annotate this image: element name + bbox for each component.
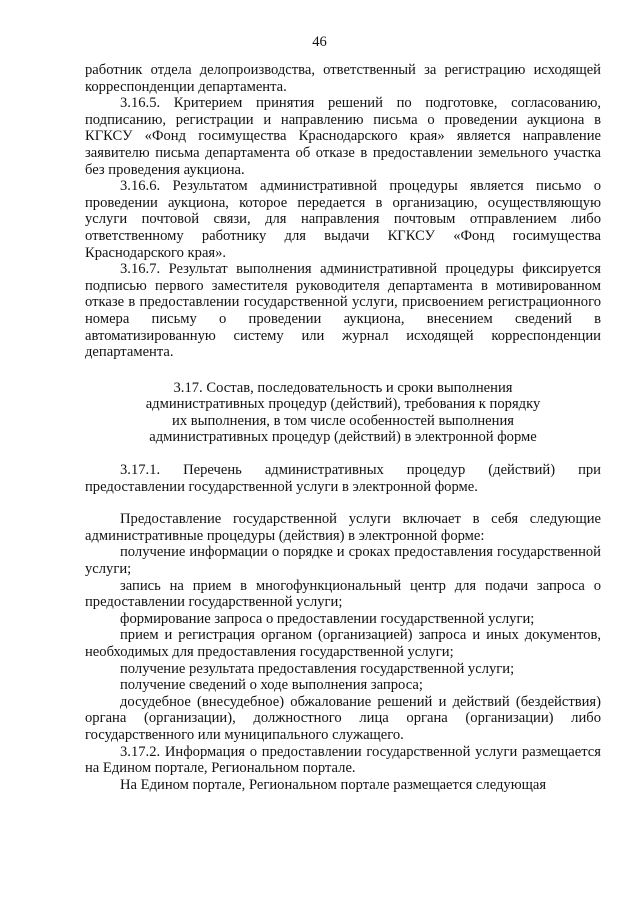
paragraph-3-16-5: 3.16.5. Критерием принятия решений по подготовке, согласованию, подписанию, регистрации и направлению письма о проведении аукциона в КГКСУ «Фонд госимущества Краснодарского края» является направление заявителю письма департамента об отказе в предоставлении земельного участка без проведения аукциона. — [85, 95, 601, 178]
document-body — [85, 62, 601, 793]
section-heading-3-17 — [85, 380, 601, 446]
list-item: получение информации о порядке и сроках предоставления государственной услуги; — [85, 544, 601, 578]
spacer — [85, 495, 601, 511]
paragraph-3-16-6: 3.16.6. Результатом административной процедуры является письмо о проведении аукциона, которое передается в организацию, осуществляющую услуги почтовой связи, для направления почтовым отправлением либо ответственному работнику для выдачи КГКСУ «Фонд госимущества Краснодарского края». — [85, 178, 601, 261]
heading-line: 3.17. Состав, последовательность и сроки выполнения — [173, 379, 513, 396]
paragraph-continuation: работник отдела делопроизводства, ответственный за регистрацию исходящей корреспонденции департамента. — [85, 62, 601, 95]
list-item: прием и регистрация органом (организацией) запроса и иных документов, необходимых для предоставления государственной услуги; — [85, 627, 601, 660]
list-item: досудебное (внесудебное) обжалование решений и действий (бездействия) органа (организации), должностного лица органа (организации) либо государственного или муниципального служащего. — [85, 693, 601, 743]
list-item: получение результата предоставления государственной услуги; — [120, 660, 515, 677]
list-item: формирование запроса о предоставлении государственной услуги; — [120, 610, 535, 627]
paragraph-intro-list: Предоставление государственной услуги включает в себя следующие административные процедуры (действия) в электронной форме: — [85, 511, 601, 544]
paragraph-3-16-7: 3.16.7. Результат выполнения административной процедуры фиксируется подписью первого заместителя руководителя департамента в мотивированном отказе в предоставлении государственной услуги, присвоением регистрационного номера письму о проведении аукциона, внесением сведений в автоматизированную систему или журнал исходящей корреспонденции департамента. — [85, 261, 601, 361]
heading-line: административных процедур (действий) в электронной форме — [149, 429, 537, 446]
heading-line: административных процедур (действий), требования к порядку — [145, 396, 541, 413]
heading-line: их выполнения, в том числе особенностей выполнения — [172, 412, 514, 429]
paragraph-portal-info: На Едином портале, Региональном портале размещается следующая — [120, 776, 547, 793]
paragraph-3-17-1: 3.17.1. Перечень административных процедур (действий) при предоставлении государственной услуги в электронной форме. — [85, 462, 601, 495]
paragraph-3-17-2: 3.17.2. Информация о предоставлении государственной услуги размещается на Едином портале, Региональном портале. — [85, 743, 601, 777]
list-item: получение сведений о ходе выполнения запроса; — [120, 677, 423, 694]
page-number: 46 — [312, 34, 327, 50]
list-item: запись на прием в многофункциональный центр для подачи запроса о предоставлении государственной услуги; — [85, 577, 601, 611]
